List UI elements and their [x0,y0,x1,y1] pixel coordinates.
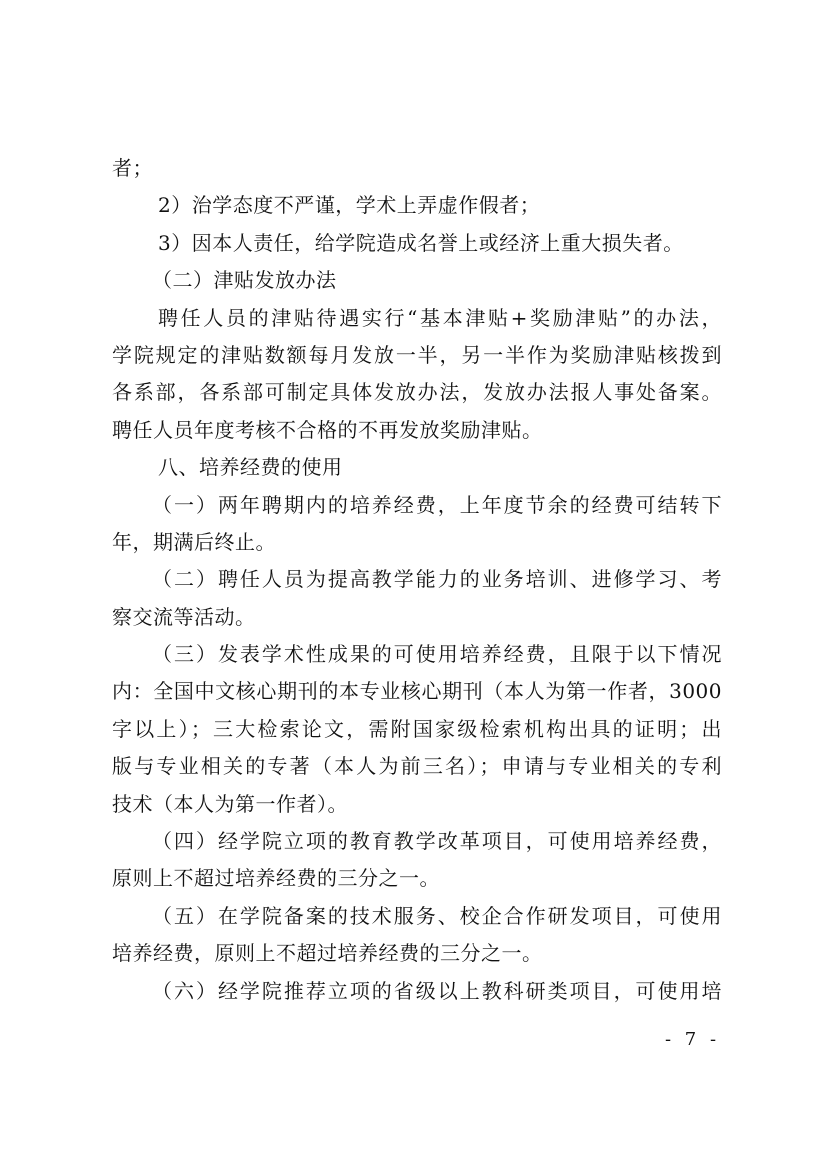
section-subheading: （二）津贴发放办法 [152,268,337,293]
page-number: - 7 - [665,1029,721,1050]
text-line: （五）在学院备案的技术服务、校企合作研发项目，可使用 [152,903,722,928]
text-line: 3）因本人责任，给学院造成名誉上或经济上重大损失者。 [158,230,684,255]
text-line: 版与专业相关的专著（本人为前三名）；申请与专业相关的专利 [112,754,722,779]
section-heading: 八、培养经费的使用 [158,455,343,480]
text-line: 察交流等活动。 [112,604,256,629]
text-line: 聘任人员年度考核不合格的不再发放奖励津贴。 [112,417,543,442]
text-line: （一）两年聘期内的培养经费，上年度节余的经费可结转下 [152,492,722,517]
text-line: 字以上）；三大检索论文，需附国家级检索机构出具的证明；出 [112,716,722,741]
text-line: （三）发表学术性成果的可使用培养经费，且限于以下情况 [152,642,722,667]
text-line: （四）经学院立项的教育教学改革项目，可使用培养经费， [152,829,722,854]
text-line: 者； [112,156,153,180]
text-line: （六）经学院推荐立项的省级以上教科研类项目，可使用培 [152,978,722,1003]
text-line: 年，期满后终止。 [112,529,276,554]
text-line: 2）治学态度不严谨，学术上弄虚作假者； [158,193,541,218]
text-line: （二）聘任人员为提高教学能力的业务培训、进修学习、考 [152,567,722,592]
text-line: 技术（本人为第一作者）。 [112,791,348,816]
text-line: 聘任人员的津贴待遇实行“基本津贴+奖励津贴”的办法， [158,305,722,330]
text-line: 各系部，各系部可制定具体发放办法，发放办法报人事处备案。 [112,380,722,405]
text-line: 内：全国中文核心期刊的本专业核心期刊（本人为第一作者，3000 [112,679,722,704]
document-page [112,150,722,1010]
text-line: 培养经费，原则上不超过培养经费的三分之一。 [112,941,543,966]
text-line: 原则上不超过培养经费的三分之一。 [112,866,440,891]
text-line: 学院规定的津贴数额每月发放一半，另一半作为奖励津贴核拨到 [112,342,722,367]
